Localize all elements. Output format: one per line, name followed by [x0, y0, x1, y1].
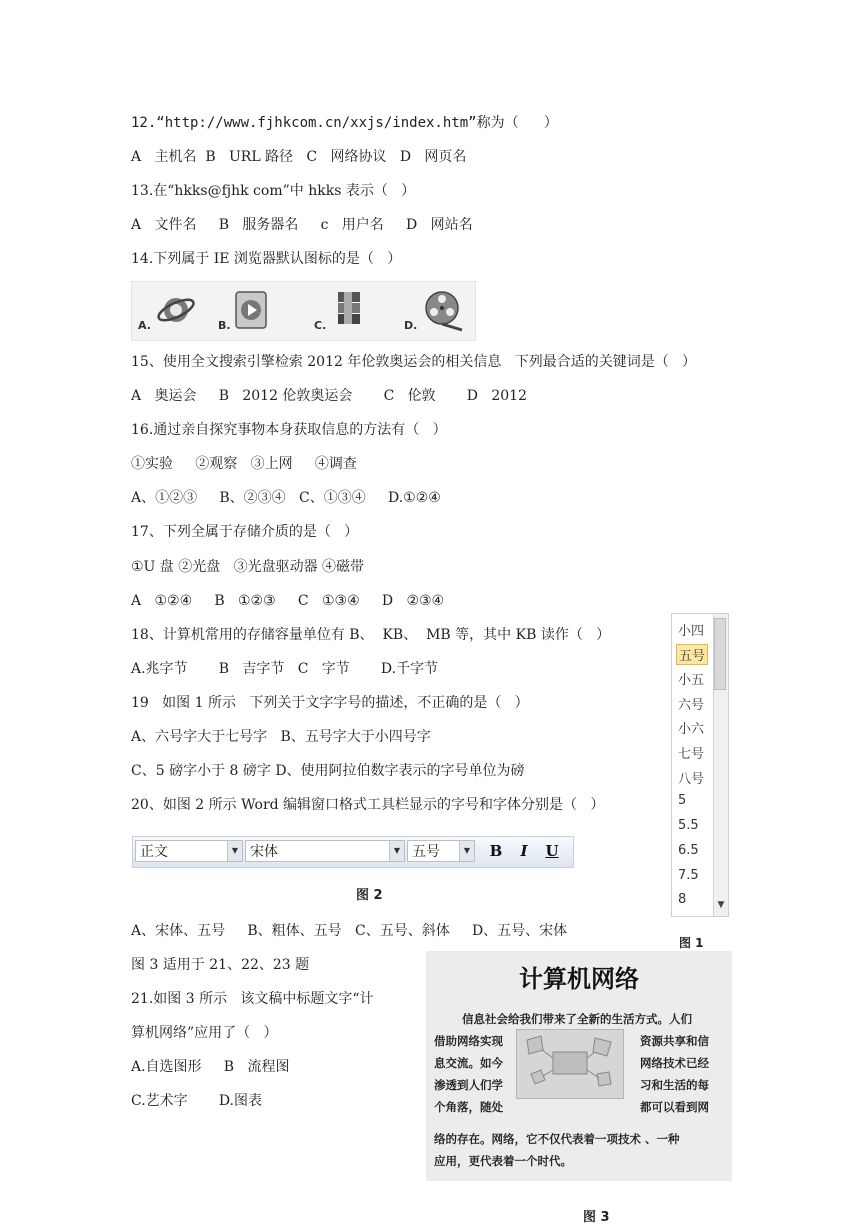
figure-1-caption: 图 1	[679, 936, 704, 950]
size-dropdown[interactable]	[407, 840, 475, 862]
question-18: 18、计算机常用的存储容量单位有 B、 KB、 MB 等，其中 KB 读作（ ）	[131, 627, 611, 643]
question-15: 15、使用全文搜索引擎检索 2012 年伦敦奥运会的相关信息 下列最合适的关键词是（ ）	[131, 354, 697, 370]
option-d-letter: D.	[404, 319, 418, 332]
question-19-options-ab: A、六号字大于七号字 B、五号字大于小四号字	[131, 729, 431, 745]
font-size-item[interactable]: 8	[678, 892, 687, 907]
question-15-options: A 奥运会 B 2012 伦敦奥运会 C 伦敦 D 2012	[131, 388, 527, 404]
figure-3-document-sample	[426, 951, 732, 1181]
font-value: 宋体	[250, 844, 278, 860]
font-size-item-selected[interactable]: 五号	[676, 644, 708, 665]
font-size-item[interactable]: 七号	[678, 747, 705, 762]
question-21-line-2: 算机网络”应用了（ ）	[131, 1025, 278, 1041]
option-c-icon	[314, 286, 374, 336]
network-diagram-image	[516, 1029, 624, 1099]
network-picture-icon	[517, 1030, 623, 1098]
font-size-item[interactable]: 小六	[678, 722, 705, 737]
wordart-title: 计算机网络	[519, 965, 639, 993]
list-scrollbar[interactable]	[713, 614, 728, 916]
q14-icon-strip	[131, 281, 476, 341]
dropdown-arrow-icon[interactable]: ▼	[459, 841, 474, 861]
dropdown-arrow-icon[interactable]: ▼	[227, 841, 242, 861]
font-size-item[interactable]: 六号	[678, 698, 705, 713]
font-size-item[interactable]: 5	[678, 793, 687, 808]
font-size-item[interactable]: 7.5	[678, 868, 699, 883]
scrollbar-thumb[interactable]	[714, 618, 726, 690]
question-16-items: ①实验 ②观察 ③上网 ④调查	[131, 456, 357, 472]
bold-button[interactable]: B	[489, 842, 503, 860]
question-13: 13.在“hkks@fjhk com”中 hkks 表示（ ）	[131, 183, 416, 199]
question-19: 19 如图 1 所示 下列关于文字字号的描述，不正确的是（ ）	[131, 695, 529, 711]
question-14: 14.下列属于 IE 浏览器默认图标的是（ ）	[131, 251, 402, 267]
question-18-options: A.兆字节 B 吉字节 C 字节 D.千字节	[131, 661, 439, 677]
font-size-item[interactable]: 小五	[678, 673, 705, 688]
doc-line: 网络技术已经	[640, 1056, 709, 1070]
question-12: 12.“http://www.fjhkcom.cn/xxjs/index.htm”称为（ ）	[131, 115, 558, 131]
option-a-letter: A.	[138, 319, 151, 332]
question-21-options-cd: C.艺术字 D.图表	[131, 1093, 262, 1109]
doc-line: 络的存在。网络，它不仅代表着一项技术 、一种	[434, 1132, 680, 1146]
option-c-letter: C.	[314, 319, 327, 332]
figure-2-format-toolbar	[132, 836, 574, 868]
doc-line: 息交流。如今	[434, 1056, 503, 1070]
option-b-icon	[218, 286, 278, 336]
question-12-options: A 主机名 B URL 路径 C 网络协议 D 网页名	[131, 149, 467, 165]
font-size-item[interactable]: 小四	[678, 624, 705, 639]
doc-line: 渗透到人们学	[434, 1078, 503, 1092]
option-b-letter: B.	[218, 319, 231, 332]
font-size-item[interactable]: 5.5	[678, 818, 699, 833]
style-value: 正文	[140, 844, 168, 860]
font-size-item[interactable]: 6.5	[678, 843, 699, 858]
font-size-item[interactable]: 八号	[678, 772, 705, 787]
question-17-options: A ①②④ B ①②③ C ①③④ D ②③④	[131, 593, 445, 609]
italic-button[interactable]: I	[520, 842, 528, 860]
question-20-options: A、宋体、五号 B、粗体、五号 C、五号、斜体 D、五号、宋体	[131, 923, 568, 939]
style-dropdown[interactable]	[135, 840, 243, 862]
question-16: 16.通过亲自探究事物本身获取信息的方法有（ ）	[131, 422, 447, 438]
doc-line: 信息社会给我们带来了全新的生活方式。人们	[462, 1012, 692, 1026]
figure-2-caption: 图 2	[356, 888, 383, 903]
option-d-icon	[404, 286, 464, 336]
doc-line: 资源共享和信	[640, 1034, 709, 1048]
size-value: 五号	[412, 844, 440, 860]
doc-line: 习和生活的每	[640, 1078, 709, 1092]
scroll-down-arrow-icon[interactable]: ▼	[717, 900, 725, 910]
question-21-line-1: 21.如图 3 所示 该文稿中标题文字“计	[131, 991, 374, 1007]
underline-button[interactable]: U	[545, 842, 559, 860]
doc-line: 应用，更代表着一个时代。	[434, 1154, 572, 1168]
question-20: 20、如图 2 所示 Word 编辑窗口格式工具栏显示的字号和字体分别是（ ）	[131, 797, 605, 813]
question-13-options: A 文件名 B 服务器名 c 用户名 D 网站名	[131, 217, 473, 233]
font-dropdown[interactable]	[245, 840, 405, 862]
option-a-icon	[136, 286, 196, 336]
question-16-options: A、①②③ B、②③④ C、①③④ D.①②④	[131, 490, 441, 506]
question-17: 17、下列全属于存储介质的是（ ）	[131, 524, 359, 540]
figure-1-font-size-list	[671, 613, 729, 917]
dropdown-arrow-icon[interactable]: ▼	[389, 841, 404, 861]
figure-3-note: 图 3 适用于 21、22、23 题	[131, 957, 310, 973]
question-17-items: ①U 盘 ②光盘 ③光盘驱动器 ④磁带	[131, 559, 365, 575]
doc-line: 借助网络实现	[434, 1034, 503, 1048]
figure-3-caption: 图 3	[583, 1210, 610, 1225]
doc-line: 都可以看到网	[640, 1100, 709, 1114]
question-21-options-ab: A.自选图形 B 流程图	[131, 1059, 290, 1075]
question-19-options-cd: C、5 磅字小于 8 磅字 D、使用阿拉伯数字表示的字号单位为磅	[131, 763, 525, 779]
doc-line: 个角落，随处	[434, 1100, 503, 1114]
